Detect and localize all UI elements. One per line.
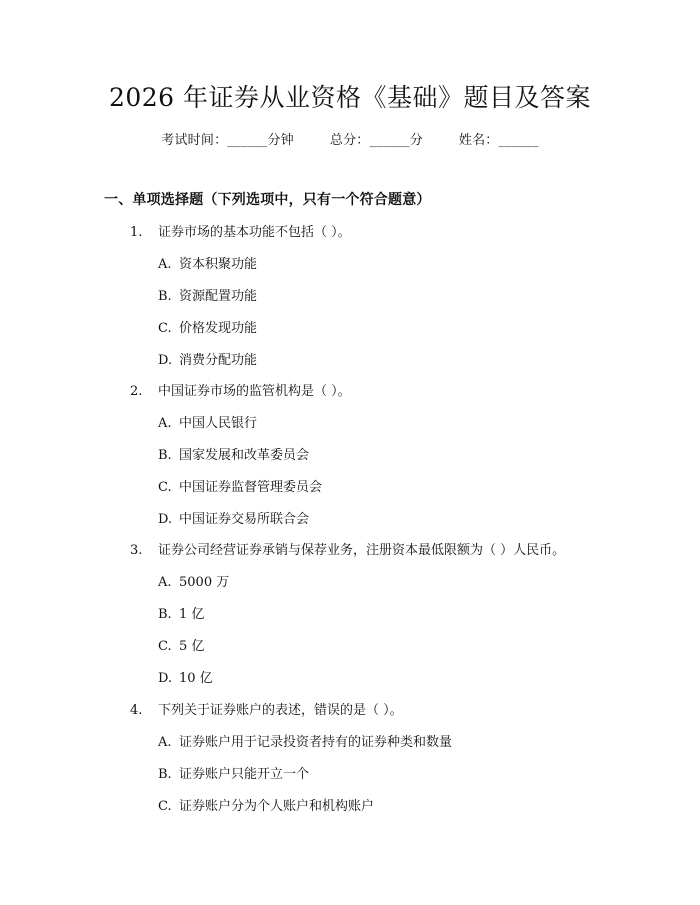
- option-text: 证券账户用于记录投资者持有的证券种类和数量: [179, 735, 453, 750]
- question-number: 3.: [130, 543, 143, 558]
- option-letter: B.: [158, 607, 172, 622]
- question-4: [130, 701, 403, 721]
- option-letter: A.: [158, 575, 172, 590]
- question-3-option-d: [158, 669, 213, 689]
- question-3: [130, 541, 565, 561]
- option-text: 5000 万: [179, 575, 230, 590]
- option-text: 消费分配功能: [179, 353, 258, 368]
- option-letter: C.: [158, 321, 172, 336]
- question-2-option-d: [158, 510, 309, 530]
- question-text: 证券市场的基本功能不包括（ ）。: [158, 225, 351, 240]
- option-letter: D.: [158, 671, 173, 686]
- option-text: 中国人民银行: [179, 416, 258, 431]
- option-letter: B.: [158, 767, 172, 782]
- option-letter: C.: [158, 639, 172, 654]
- option-letter: C.: [158, 480, 172, 495]
- option-text: 资源配置功能: [179, 289, 258, 304]
- option-letter: A.: [158, 735, 172, 750]
- question-1: [130, 223, 351, 243]
- option-text: 价格发现功能: [179, 321, 258, 336]
- question-2-option-a: [158, 414, 257, 434]
- question-text: 证券公司经营证券承销与保荐业务，注册资本最低限额为（ ）人民币。: [158, 543, 566, 558]
- option-text: 国家发展和改革委员会: [179, 448, 310, 463]
- exam-time-field: 考试时间：______分钟: [161, 133, 294, 148]
- option-letter: B.: [158, 448, 172, 463]
- option-letter: A.: [158, 416, 172, 431]
- question-3-option-c: [158, 637, 204, 657]
- question-1-option-c: [158, 319, 257, 339]
- question-4-option-c: [158, 797, 374, 817]
- option-text: 资本积聚功能: [179, 257, 258, 272]
- question-4-option-b: [158, 765, 309, 785]
- exam-meta: [0, 131, 700, 151]
- question-1-option-a: [158, 255, 257, 275]
- question-4-option-a: [158, 733, 452, 753]
- question-number: 4.: [130, 703, 143, 718]
- option-letter: D.: [158, 512, 173, 527]
- question-2-option-b: [158, 446, 309, 466]
- option-text: 1 亿: [179, 607, 205, 622]
- option-text: 证券账户分为个人账户和机构账户: [179, 799, 375, 814]
- option-text: 证券账户只能开立一个: [179, 767, 310, 782]
- page-title: 2026 年证券从业资格《基础》题目及答案: [108, 83, 592, 112]
- question-3-option-b: [158, 605, 204, 625]
- name-field: 姓名：______: [458, 133, 539, 148]
- question-number: 2.: [130, 384, 143, 399]
- question-3-option-a: [158, 573, 229, 593]
- option-letter: B.: [158, 289, 172, 304]
- question-1-option-b: [158, 287, 257, 307]
- total-score-field: 总分：______分: [329, 133, 423, 148]
- question-1-option-d: [158, 351, 257, 371]
- option-text: 中国证券监督管理委员会: [179, 480, 323, 495]
- question-text: 下列关于证券账户的表述，错误的是（ ）。: [158, 703, 403, 718]
- option-letter: A.: [158, 257, 172, 272]
- option-letter: D.: [158, 353, 173, 368]
- question-2-option-c: [158, 478, 322, 498]
- option-letter: C.: [158, 799, 172, 814]
- question-text: 中国证券市场的监管机构是（ ）。: [158, 384, 351, 399]
- section-title: 一、单项选择题（下列选项中，只有一个符合题意）: [104, 192, 431, 208]
- question-2: [130, 382, 351, 402]
- question-number: 1.: [130, 225, 143, 240]
- option-text: 10 亿: [179, 671, 213, 686]
- option-text: 5 亿: [179, 639, 205, 654]
- option-text: 中国证券交易所联合会: [179, 512, 310, 527]
